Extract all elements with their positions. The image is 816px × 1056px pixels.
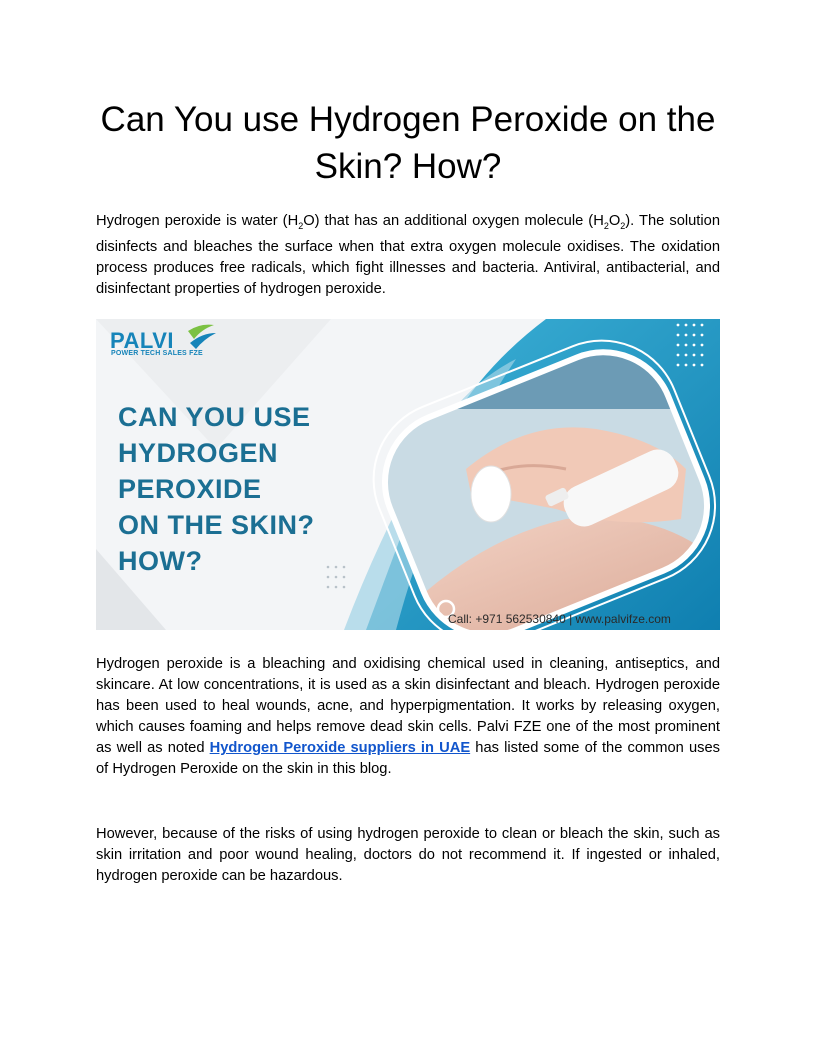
- subscript: 2: [620, 220, 626, 231]
- paragraph-text: has listed some of the common uses of Hydrogen Peroxide on the skin in this blog.: [96, 740, 720, 777]
- page-title: Can You use Hydrogen Peroxide on the Skin? How?: [100, 100, 716, 186]
- body-paragraph: [96, 654, 720, 780]
- intro-text: Hydrogen peroxide is water (H: [96, 213, 299, 229]
- banner-headline: [118, 399, 378, 579]
- intro-text: O: [608, 213, 621, 229]
- subscript: 2: [298, 220, 304, 231]
- logo-wordmark: PALVI: [110, 328, 175, 353]
- suppliers-link[interactable]: Hydrogen Peroxide suppliers in UAE: [209, 740, 471, 756]
- subscript: 2: [603, 220, 609, 231]
- headline-line: HYDROGEN: [118, 438, 279, 468]
- headline-line: PEROXIDE: [118, 474, 262, 504]
- body-paragraph: However, because of the risks of using hydrogen peroxide to clean or bleach the skin, such as skin irritation and poor wound healing, doctors do not recommend it. If ingested or inhaled, hydrogen peroxide can be hazardous.: [96, 826, 720, 884]
- intro-text: O) that has an additional oxygen molecule (H: [303, 213, 604, 229]
- headline-line: ON THE SKIN?: [118, 510, 315, 540]
- intro-text: ). The solution disinfects and bleaches the surface when that extra oxygen molecule oxidises. The oxidation process produces free radicals, which fight illnesses and bacteria. Antiviral, antibacterial, and disinfectant properties of hydrogen peroxide.: [96, 213, 720, 297]
- headline-line: HOW?: [118, 546, 203, 576]
- article-banner-image: [96, 319, 720, 630]
- paragraph-text: Hydrogen peroxide is a bleaching and oxidising chemical used in cleaning, antiseptics, and skincare. At low concentrations, it is used as a skin disinfectant and bleach. Hydrogen peroxide has been used to heal wounds, acne, and hyperpigmentation. It works by releasing oxygen, which causes foaming and helps remove dead skin cells. Palvi FZE one of the most prominent as well as noted: [96, 656, 720, 756]
- banner-contact-info: Call: +971 562530840 | www.palvifze.com: [448, 612, 671, 626]
- logo-tagline: POWER TECH SALES FZE: [111, 350, 203, 357]
- headline-line: CAN YOU USE: [118, 402, 311, 432]
- intro-paragraph: [96, 211, 720, 300]
